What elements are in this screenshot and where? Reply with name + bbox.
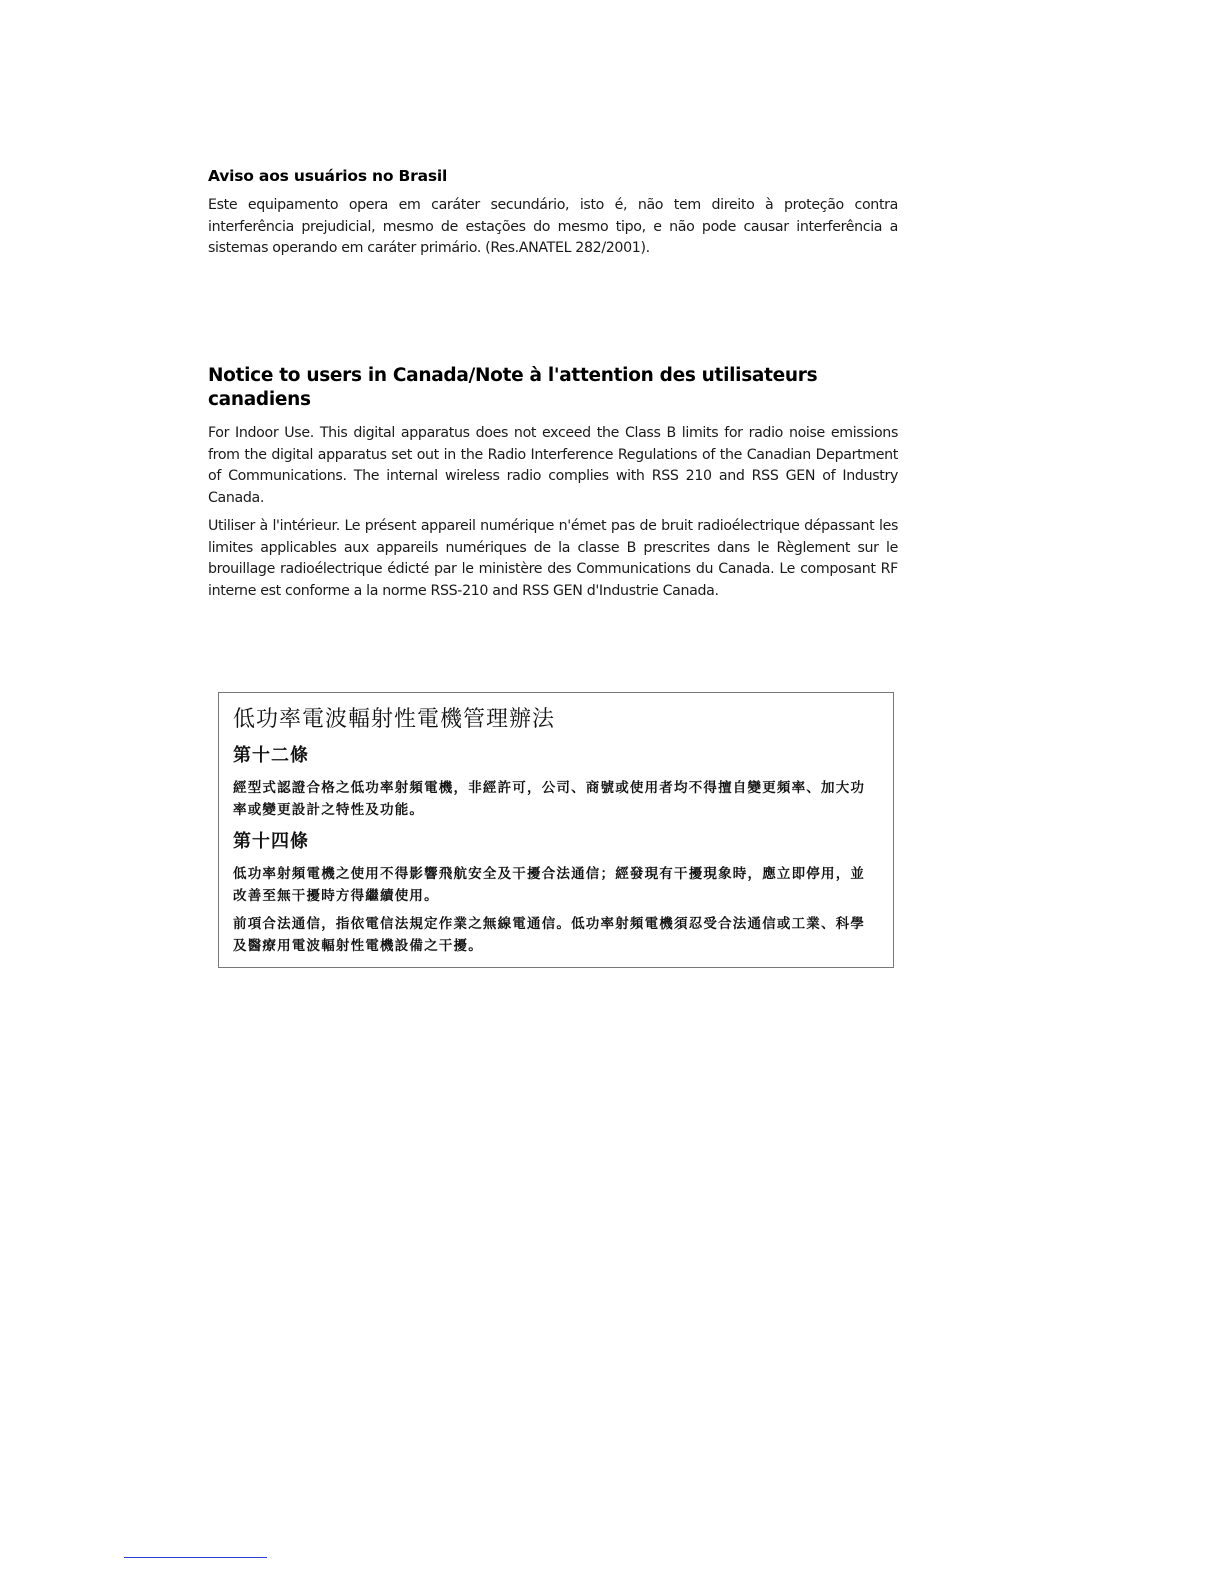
article-14-text-second: 前項合法通信，指依電信法規定作業之無線電通信。低功率射頻電機須忍受合法通信或工業、科學及醫療用電波輻射性電機設備之干擾。	[233, 916, 866, 954]
article-14-heading: 第十四條	[233, 831, 309, 852]
brazil-notice-section	[208, 166, 898, 260]
canada-notice-text-english: For Indoor Use. This digital apparatus does not exceed the Class B limits for radio noise emissions from the digital apparatus set out in the Radio Interference Regulations of the Canadian Department of Communications. The internal wireless radio complies with RSS 210 and RSS GEN of Industry Canada.	[208, 425, 898, 506]
canada-notice-section	[208, 364, 898, 602]
article-12-heading: 第十二條	[233, 745, 309, 766]
brazil-notice-heading: Aviso aos usuários no Brasil	[208, 167, 448, 185]
taiwan-regulation-box	[218, 692, 894, 968]
footnote-divider	[124, 1557, 267, 1558]
canada-notice-heading: Notice to users in Canada/Note à l'attention des utilisateurs canadiens	[208, 365, 818, 410]
brazil-notice-text: Este equipamento opera em caráter secundário, isto é, não tem direito à proteção contra interferência prejudicial, mesmo de estações do mesmo tipo, e não pode causar interferência a sistemas operando em caráter primário. (Res.ANATEL 282/2001).	[208, 197, 898, 256]
taiwan-regulation-title: 低功率電波輻射性電機管理辦法	[233, 707, 556, 732]
article-12-text: 經型式認證合格之低功率射頻電機，非經許可，公司、商號或使用者均不得擅自變更頻率、加大功率或變更設計之特性及功能。	[233, 780, 866, 818]
canada-notice-text-french: Utiliser à l'intérieur. Le présent appareil numérique n'émet pas de bruit radioélectrique dépassant les limites applicables aux appareils numériques de la classe B prescrites dans le Règlement sur le brouillage radioélectrique édicté par le ministère des Communications du Canada. Le composant RF interne est conforme a la norme RSS-210 and RSS GEN d'Industrie Canada.	[208, 518, 898, 599]
article-14-text: 低功率射頻電機之使用不得影響飛航安全及干擾合法通信；經發現有干擾現象時，應立即停用，並改善至無干擾時方得繼續使用。	[233, 866, 866, 904]
